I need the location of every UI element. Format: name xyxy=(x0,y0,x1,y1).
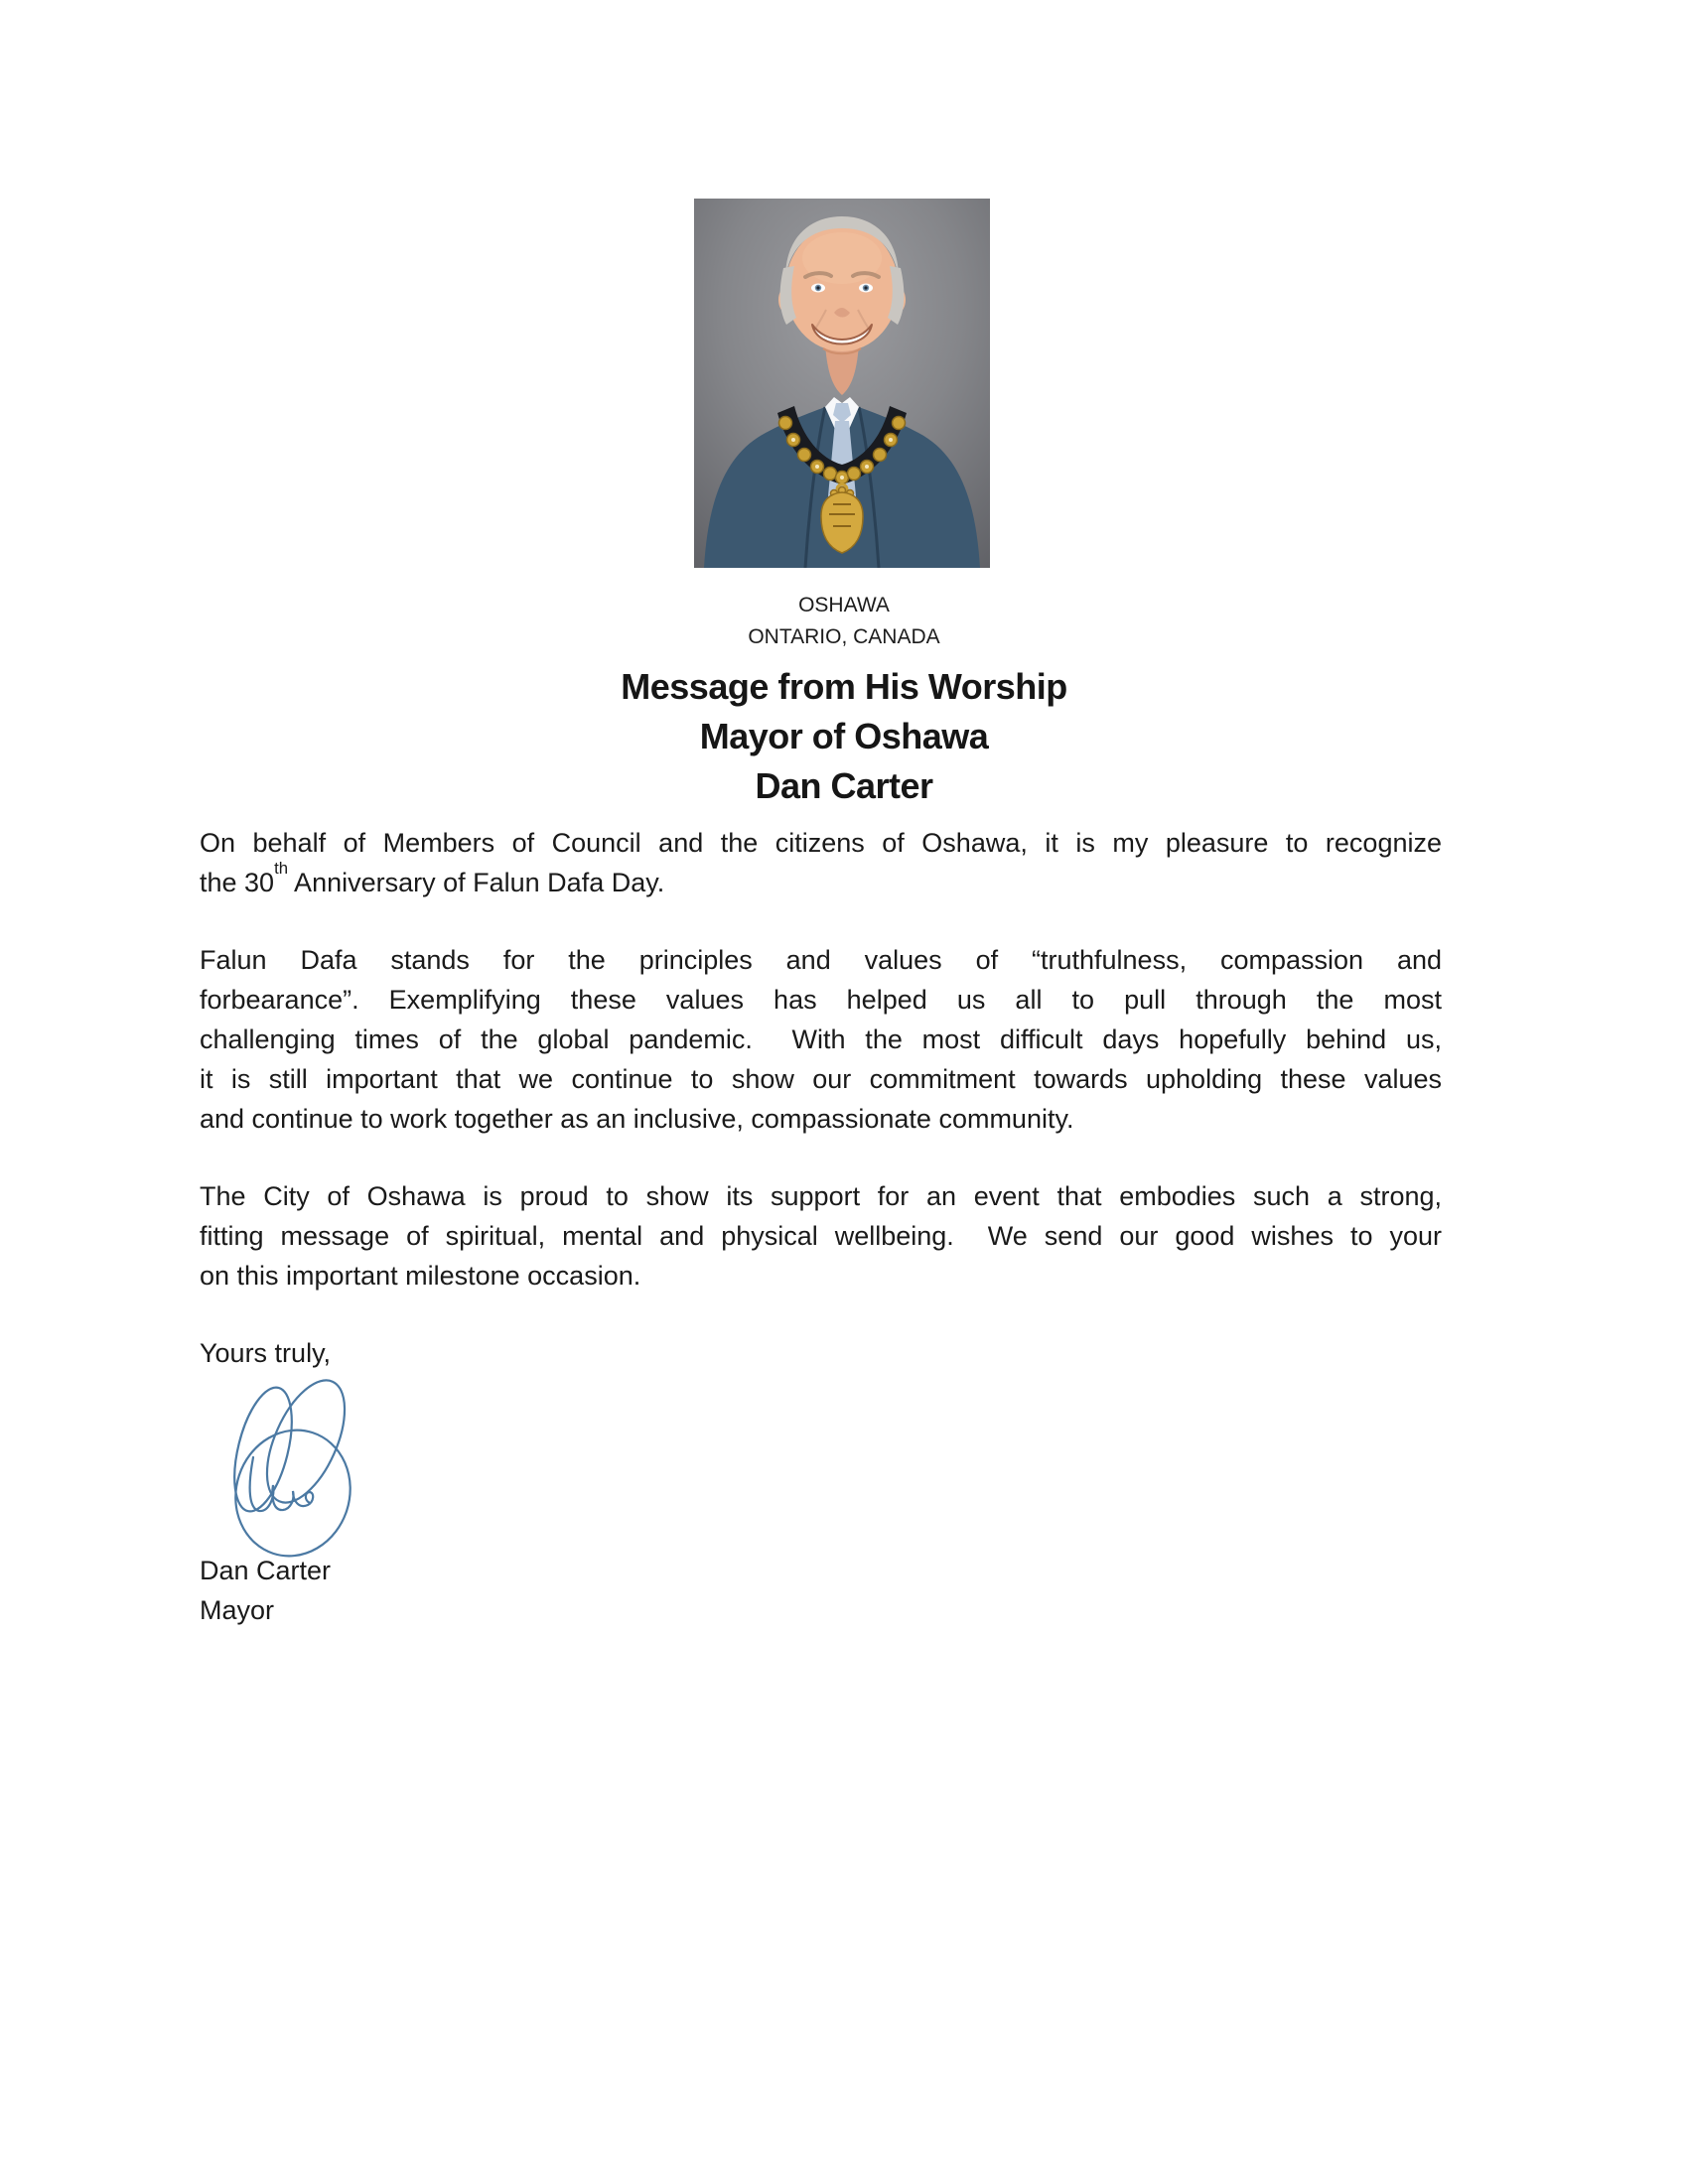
caption-city: OSHAWA xyxy=(798,594,890,616)
paragraph-3 xyxy=(200,1176,1442,1296)
heading-line-2: Mayor of Oshawa xyxy=(699,716,989,756)
signer-name: Dan Carter xyxy=(200,1556,332,1585)
ordinal-superscript: th xyxy=(274,859,289,879)
signature-block xyxy=(200,1551,331,1630)
body-line: fitting message of spiritual, mental and physical wellbeing. We send our good wishes to your xyxy=(200,1221,1442,1251)
signature-right-loop xyxy=(251,1369,360,1514)
salutation: Yours truly, xyxy=(200,1338,332,1368)
body-line: and continue to work together as an inclusive, compassionate community. xyxy=(200,1104,1074,1134)
signature-squiggle xyxy=(250,1457,314,1511)
body-line: challenging times of the global pandemic. With the most difficult days hopefully behind us, xyxy=(200,1024,1442,1054)
mayor-portrait-photo xyxy=(694,199,990,568)
photo-caption xyxy=(0,590,1688,653)
paragraph-1 xyxy=(200,823,1442,902)
body-line: forbearance”. Exemplifying these values has helped us all to pull through the most xyxy=(200,985,1442,1015)
signer-title: Mayor xyxy=(200,1595,275,1625)
body-text: Anniversary of Falun Dafa Day. xyxy=(288,868,665,897)
body-line: Falun Dafa stands for the principles and values of “truthfulness, compassion and xyxy=(200,945,1442,975)
heading-line-1: Message from His Worship xyxy=(621,666,1067,707)
heading-line-3: Dan Carter xyxy=(755,765,933,806)
body-line: The City of Oshawa is proud to show its support for an event that embodies such a strong, xyxy=(200,1181,1442,1211)
body-line: on this important milestone occasion. xyxy=(200,1261,641,1291)
body-text: the 30 xyxy=(200,868,275,897)
signature-scribble xyxy=(213,1362,364,1567)
letter-body xyxy=(200,823,1442,1373)
signature-ink xyxy=(213,1362,364,1567)
body-line xyxy=(200,859,1442,902)
body-line: it is still important that we continue to show our commitment towards upholding these values xyxy=(200,1064,1442,1094)
signature-left-loop xyxy=(223,1382,302,1517)
paragraph-2 xyxy=(200,940,1442,1139)
letter-heading xyxy=(0,662,1688,811)
caption-region: ONTARIO, CANADA xyxy=(748,625,940,648)
mayor-portrait-illustration xyxy=(694,199,990,568)
forehead-highlight xyxy=(802,232,882,284)
signature-big-loop xyxy=(219,1416,364,1567)
body-line: On behalf of Members of Council and the citizens of Oshawa, it is my pleasure to recognize xyxy=(200,828,1442,858)
